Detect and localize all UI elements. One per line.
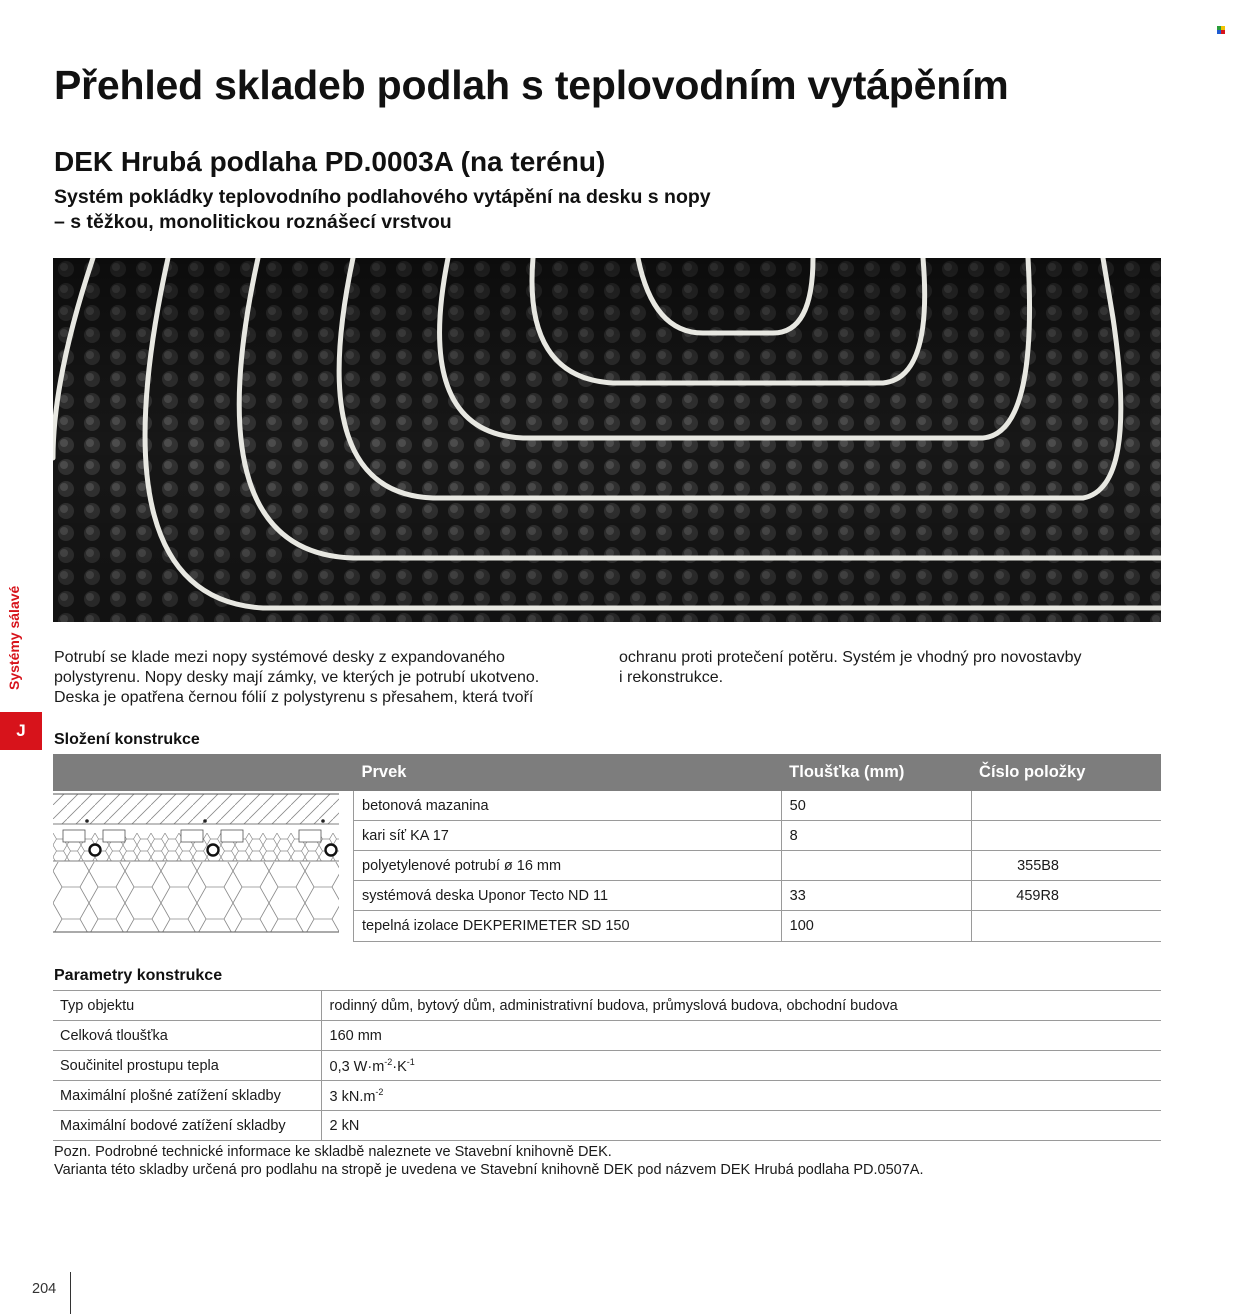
param-label: Celková tloušťka (53, 1021, 321, 1051)
cell-tloustka (781, 851, 971, 881)
value-text: 0,3 W·m (329, 1058, 385, 1075)
description-line: Deska je opatřena černou fólií z polystyrenu s přesahem, která tvoří (54, 689, 534, 706)
header-cislo: Číslo položky (971, 754, 1161, 791)
section-title: DEK Hrubá podlaha PD.0003A (na terénu) (54, 146, 606, 177)
chapter-side-label: Systémy sálavé (6, 585, 22, 690)
header-prvek: Prvek (354, 754, 782, 791)
value-exponent: -1 (406, 1056, 415, 1067)
table-row (53, 1111, 1161, 1141)
page-number-divider (70, 1272, 71, 1314)
subtitle-line-2: – s těžkou, monolitickou roznášecí vrstvou (54, 211, 452, 233)
param-value (321, 1051, 1161, 1081)
value-exponent: -2 (375, 1086, 384, 1097)
cell-tloustka: 50 (781, 791, 971, 821)
description-line: i rekonstrukce. (619, 669, 724, 686)
cell-prvek: systémová deska Uponor Tecto ND 11 (354, 881, 782, 911)
composition-header-row (53, 754, 1161, 791)
param-label: Maximální bodové zatížení skladby (53, 1111, 321, 1141)
composition-table (53, 754, 1161, 942)
layer-diagram-cell (53, 791, 354, 941)
page-title: Přehled skladeb podlah s teplovodním vytápěním (54, 62, 1009, 108)
cell-prvek: tepelná izolace DEKPERIMETER SD 150 (354, 911, 782, 941)
description-line: polystyrenu. Nopy desky mají zámky, ve kterých je potrubí ukotveno. (54, 669, 540, 686)
param-value: 160 mm (321, 1021, 1161, 1051)
header-tloustka: Tloušťka (mm) (781, 754, 971, 791)
value-text: ·K (392, 1058, 407, 1075)
print-color-mark (1217, 26, 1225, 34)
description-column-1 (54, 648, 594, 708)
subtitle-line-1: Systém pokládky teplovodního podlahového vytápění na desku s nopy (54, 186, 711, 208)
cell-cislo (971, 821, 1161, 851)
description-column-2 (619, 648, 1159, 688)
cell-prvek: polyetylenové potrubí ø 16 mm (354, 851, 782, 881)
page-number: 204 (32, 1281, 57, 1297)
table-row (53, 1051, 1161, 1081)
floor-layer-diagram (53, 791, 353, 941)
chapter-tab: J (0, 712, 42, 750)
param-value: rodinný dům, bytový dům, administrativní budova, průmyslová budova, obchodní budova (321, 991, 1161, 1021)
value-exponent: -2 (384, 1056, 393, 1067)
section-subtitle (54, 185, 711, 235)
footnote: Varianta této skladby určená pro podlahu na stropě je uvedena ve Stavební knihovně DEK pod názvem DEK Hrubá podlaha PD.0507A. (54, 1162, 924, 1178)
footnote: Pozn. Podrobné technické informace ke skladbě naleznete ve Stavební knihovně DEK. (54, 1144, 612, 1160)
description-line: ochranu proti protečení potěru. Systém je vhodný pro novostavby (619, 649, 1082, 666)
value-text: 3 kN.m (329, 1088, 376, 1105)
table-row (53, 1021, 1161, 1051)
param-label: Maximální plošné zatížení skladby (53, 1081, 321, 1111)
cell-cislo (971, 791, 1161, 821)
table-row (53, 791, 1161, 821)
cell-cislo: 355B8 (971, 851, 1161, 881)
cell-tloustka: 33 (781, 881, 971, 911)
parameters-heading: Parametry konstrukce (54, 967, 223, 984)
table-row (53, 991, 1161, 1021)
cell-prvek: betonová mazanina (354, 791, 782, 821)
param-label: Součinitel prostupu tepla (53, 1051, 321, 1081)
table-row (53, 1081, 1161, 1111)
cell-tloustka: 8 (781, 821, 971, 851)
cell-cislo: 459R8 (971, 881, 1161, 911)
composition-heading: Složení konstrukce (54, 731, 200, 748)
param-value (321, 1081, 1161, 1111)
header-diagram (53, 754, 354, 791)
param-value: 2 kN (321, 1111, 1161, 1141)
cell-prvek: kari síť KA 17 (354, 821, 782, 851)
underfloor-heating-photo (53, 258, 1161, 622)
cell-cislo (971, 911, 1161, 941)
cell-tloustka: 100 (781, 911, 971, 941)
parameters-table (53, 990, 1161, 1141)
param-label: Typ objektu (53, 991, 321, 1021)
description-line: Potrubí se klade mezi nopy systémové desky z expandovaného (54, 649, 505, 666)
